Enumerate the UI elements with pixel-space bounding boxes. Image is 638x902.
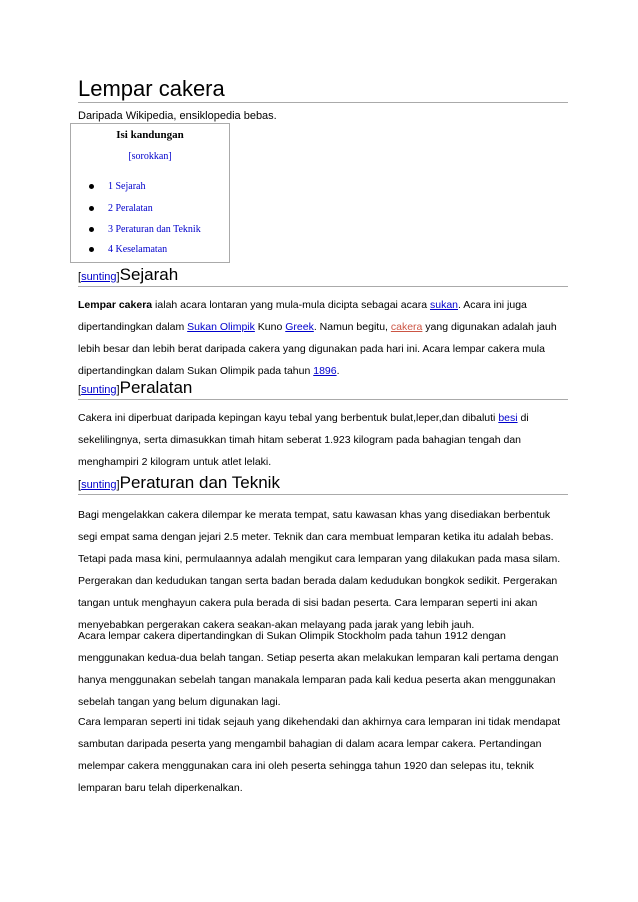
link-1896[interactable]: 1896 (313, 365, 337, 377)
toc-hide-link[interactable]: [sorokkan] (128, 151, 172, 162)
toc-title: Isi kandungan (116, 129, 184, 141)
link-sukan-olimpik[interactable]: Sukan Olimpik (187, 321, 255, 333)
toc-item-keselamatan[interactable]: 4 Keselamatan (89, 244, 167, 255)
section-heading-sejarah: [sunting]Sejarah (78, 264, 568, 287)
link-sukan[interactable]: sukan (429, 299, 459, 311)
bullet-icon (89, 227, 94, 232)
bullet-icon (89, 206, 94, 211)
toc-item-sejarah[interactable]: 1 Sejarah (89, 181, 146, 192)
edit-link[interactable]: [sunting] (78, 384, 120, 396)
paragraph-peraturan-2: Acara lempar cakera dipertandingkan di Sukan Olimpik Stockholm pada tahun 1912 dengan menggunakan kedua-dua belah tangan. Setiap peserta akan melakukan lemparan kali pertama dengan hanya menggunakan sebelah tangan manakala lemparan pada kali kedua peserta akan menggunakan sebelah tangan yang belum digunakan lagi. (78, 630, 559, 708)
paragraph-sejarah: Lempar cakera ialah acara lontaran yang mula-mula dicipta sebagai acara sukan. Acara ini juga dipertandingkan dalam Sukan Olimpik Kuno Greek. Namun begitu, cakera yang digunakan adalah jauh lebih besar dan lebih berat daripada cakera yang digunakan pada hari ini. Acara lempar cakera mula dipertandingkan dalam Sukan Olimpik pada tahun 1896. (78, 299, 557, 377)
paragraph-peraturan-3: Cara lemparan seperti ini tidak sejauh yang dikehendaki dan akhirnya cara lemparan ini tidak mendapat sambutan daripada peserta yang mengambil bahagian di dalam acara lempar cakera. Pertandingan melempar cakera menggunakan cara ini oleh peserta sehingga tahun 1920 dan selepas itu, teknik lemparan baru telah diperkenalkan. (78, 716, 561, 794)
section-heading-peralatan: [sunting]Peralatan (78, 377, 568, 400)
link-greek[interactable]: Greek (285, 321, 314, 333)
section-heading-peraturan: [sunting]Peraturan dan Teknik (78, 472, 568, 495)
page-title: Lempar cakera (78, 76, 568, 103)
paragraph-peraturan-1: Bagi mengelakkan cakera dilempar ke merata tempat, satu kawasan khas yang disediakan berbentuk segi empat sama dengan jejari 2.5 meter. Teknik dan cara membuat lemparan ketika itu adalah bebas. Tetapi pada masa kini, permulaannya adalah mengikut cara lemparan yang dilakukan pada masa silam. Pergerakan dan kedudukan tangan serta badan berada dalam kedudukan bongkok sedikit. Pergerakan tangan untuk menghayun cakera pula berada di sisi badan peserta. Cara lemparan seperti ini akan menyebabkan pergerakan cakera seakan-akan melayang pada jarak yang lebih jauh. (78, 509, 561, 631)
link-cakera[interactable]: cakera (390, 321, 423, 333)
edit-link[interactable]: [sunting] (78, 271, 120, 283)
toc-item-peraturan[interactable]: 3 Peraturan dan Teknik (89, 224, 201, 235)
bullet-icon (89, 247, 94, 252)
paragraph-peralatan: Cakera ini diperbuat daripada kepingan kayu tebal yang berbentuk bulat,leper,dan dibaluti besi di sekelilingnya, serta dimasukkan timah hitam seberat 1.923 kilogram pada bahagian tengah dan menghampiri 2 kilogram untuk atlet lelaki. (78, 412, 529, 468)
link-besi[interactable]: besi (498, 412, 518, 424)
table-of-contents (70, 123, 230, 263)
site-subtitle: Daripada Wikipedia, ensiklopedia bebas. (78, 110, 277, 122)
bullet-icon (89, 184, 94, 189)
toc-item-peralatan[interactable]: 2 Peralatan (89, 203, 153, 214)
edit-link[interactable]: [sunting] (78, 479, 120, 491)
